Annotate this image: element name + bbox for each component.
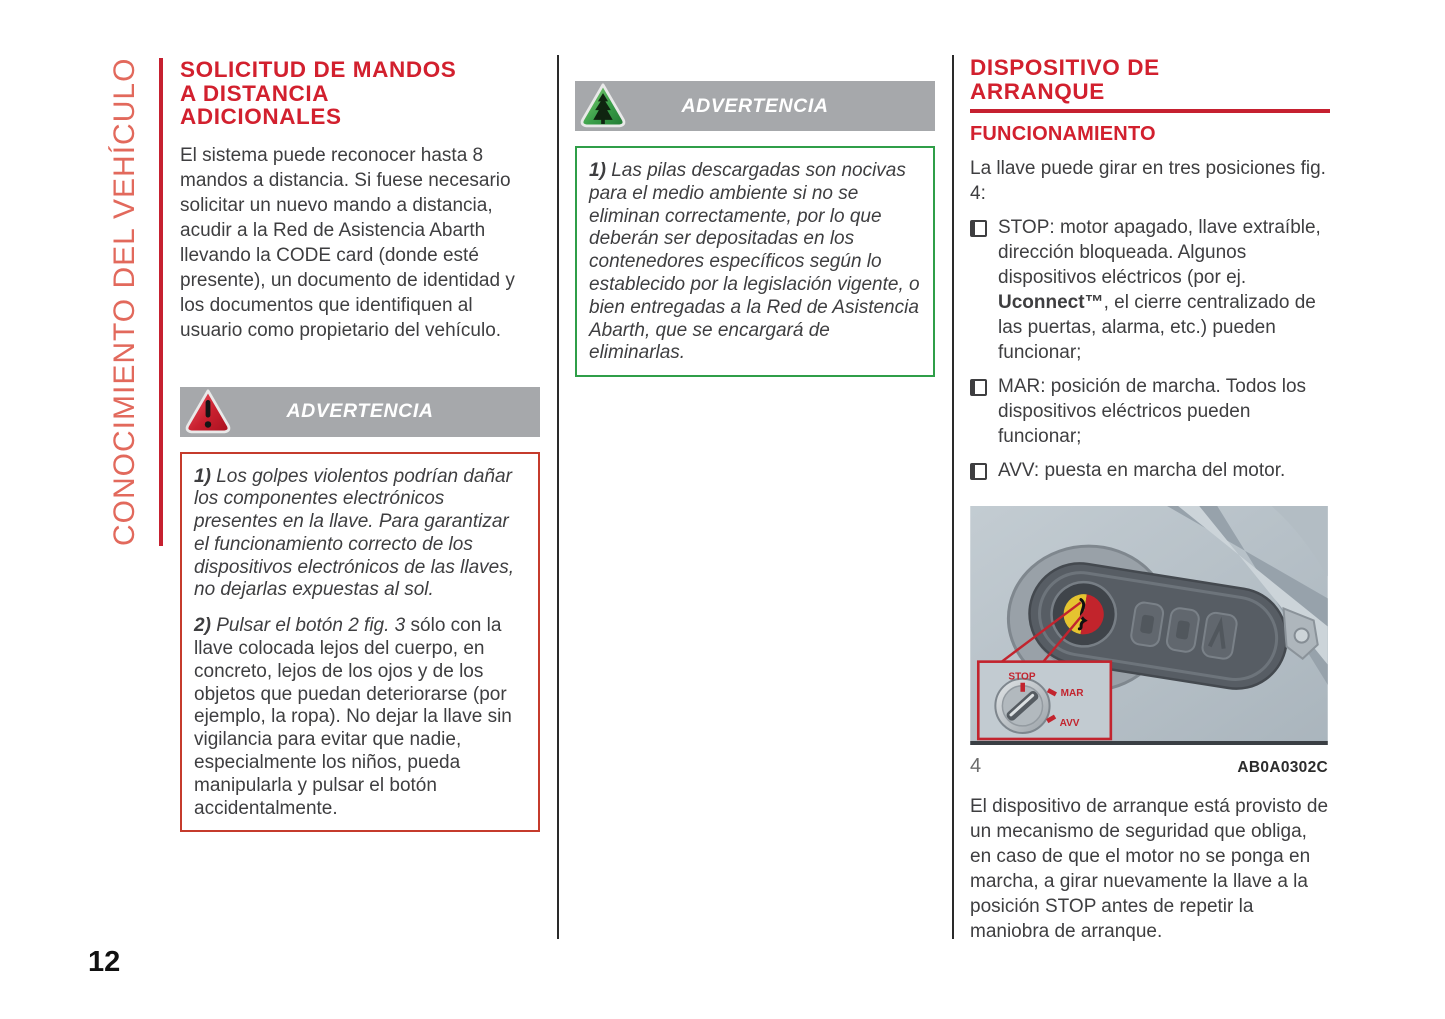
warning-item <box>589 160 921 365</box>
intro-paragraph: El sistema puede reconocer hasta 8 mandos a distancia. Si fuese necesario solicitar un nuevo mando a distancia, acudir a la Red de Asistencia Abarth llevando la CODE card (donde esté presente), un documento de identidad y los documentos que identifiquen al usuario como propietario del vehículo. <box>180 144 515 341</box>
subsection-title: FUNCIONAMIENTO <box>970 123 1156 145</box>
chapter-sidebar-label: CONOCIMIENTO DEL VEHÍCULO <box>108 57 141 546</box>
list-item-text: STOP: motor apagado, llave extraíble, dirección bloqueada. Algunos dispositivos eléctricos (por ej. <box>998 217 1321 288</box>
environment-triangle-icon <box>579 82 627 130</box>
page-number: 12 <box>88 946 121 978</box>
label-mar: MAR <box>1060 687 1084 699</box>
section-title-rule <box>970 109 1330 113</box>
warning-item-number: 2) <box>194 615 211 637</box>
warning-title: ADVERTENCIA <box>681 94 829 117</box>
column-2 <box>575 81 935 377</box>
section-title-line: SOLICITUD DE MANDOS <box>180 57 457 82</box>
warning-triangle-icon <box>184 388 232 436</box>
square-bullet-icon <box>970 463 987 480</box>
list-item-mar <box>970 374 1330 449</box>
figure-code: AB0A0302C <box>1237 759 1328 776</box>
figure-caption <box>970 755 1328 778</box>
warning-box-red <box>180 452 540 833</box>
section-title-line: ADICIONALES <box>180 104 342 129</box>
square-bullet-icon <box>970 379 987 396</box>
label-avv: AVV <box>1059 717 1080 729</box>
section-title-line: ARRANQUE <box>970 78 1105 104</box>
warning-item-text: Pulsar el botón 2 fig. 3 <box>216 615 406 637</box>
square-bullet-icon <box>970 220 987 237</box>
key-positions-inset <box>978 662 1111 739</box>
column-divider <box>557 55 559 939</box>
warning-header-bar <box>575 81 935 131</box>
section-title-line: DISPOSITIVO DE <box>970 55 1160 80</box>
list-item-text: AVV: puesta en marcha del motor. <box>998 460 1286 481</box>
warning-item-text: sólo con la llave colocada lejos del cuerpo, en concreto, lejos de los ojos y de los objetos que puedan deteriorarse (por ejemplo, la ropa). No dejar la llave sin vigilancia para evitar que nadie, especialmente los niños, pueda manipularla y pulsar el botón accidentalmente. <box>194 615 512 819</box>
warning-item-number: 1) <box>194 465 211 487</box>
warning-item-number: 1) <box>589 160 606 181</box>
figure-number: 4 <box>970 755 982 777</box>
section-title <box>180 58 540 129</box>
column-3 <box>970 56 1330 944</box>
section-title <box>970 56 1330 103</box>
list-item-stop <box>970 215 1330 365</box>
column-divider <box>952 55 954 939</box>
list-item-bold-text: Uconnect™ <box>998 292 1104 313</box>
section-title-line: A DISTANCIA <box>180 80 330 106</box>
warning-item <box>194 615 526 820</box>
outro-paragraph: El dispositivo de arranque está provisto de un mecanismo de seguridad que obliga, en caso de que el motor no se ponga en marcha, a girar nuevamente la llave a la posición STOP antes de repetir la maniobra de arranque. <box>970 796 1329 942</box>
figure-ignition-device <box>970 506 1328 778</box>
list-item-text: , el cierre centralizado de las puertas, alarma, etc.) pueden funcionar; <box>998 292 1316 363</box>
warning-box-green <box>575 146 935 377</box>
warning-item-text: Las pilas descargadas son nocivas para el medio ambiente si no se eliminan correctamente, por lo que deberán ser depositadas en los contenedores específicos según lo establecido por la legislación vigente, o bien entregadas a la Red de Asistencia Abarth, que se encargará de eliminarlas. <box>589 160 920 364</box>
warning-item <box>194 466 526 603</box>
warning-header-bar <box>180 387 540 437</box>
sidebar-rule <box>159 58 163 546</box>
warning-item-text: Los golpes violentos podrían dañar los componentes electrónicos presentes en la llave. Para garantizar el funcionamiento correcto de los dispositivos electrónicos de las llaves, no dejarlas expuestas al sol. <box>194 465 514 601</box>
list-item-avv <box>970 458 1330 483</box>
column-1 <box>180 58 540 832</box>
warning-title: ADVERTENCIA <box>286 400 434 422</box>
intro-paragraph: La llave puede girar en tres posiciones fig. 4: <box>970 158 1326 204</box>
list-item-text: MAR: posición de marcha. Todos los dispositivos eléctricos pueden funcionar; <box>998 376 1307 447</box>
label-stop: STOP <box>1008 671 1036 683</box>
